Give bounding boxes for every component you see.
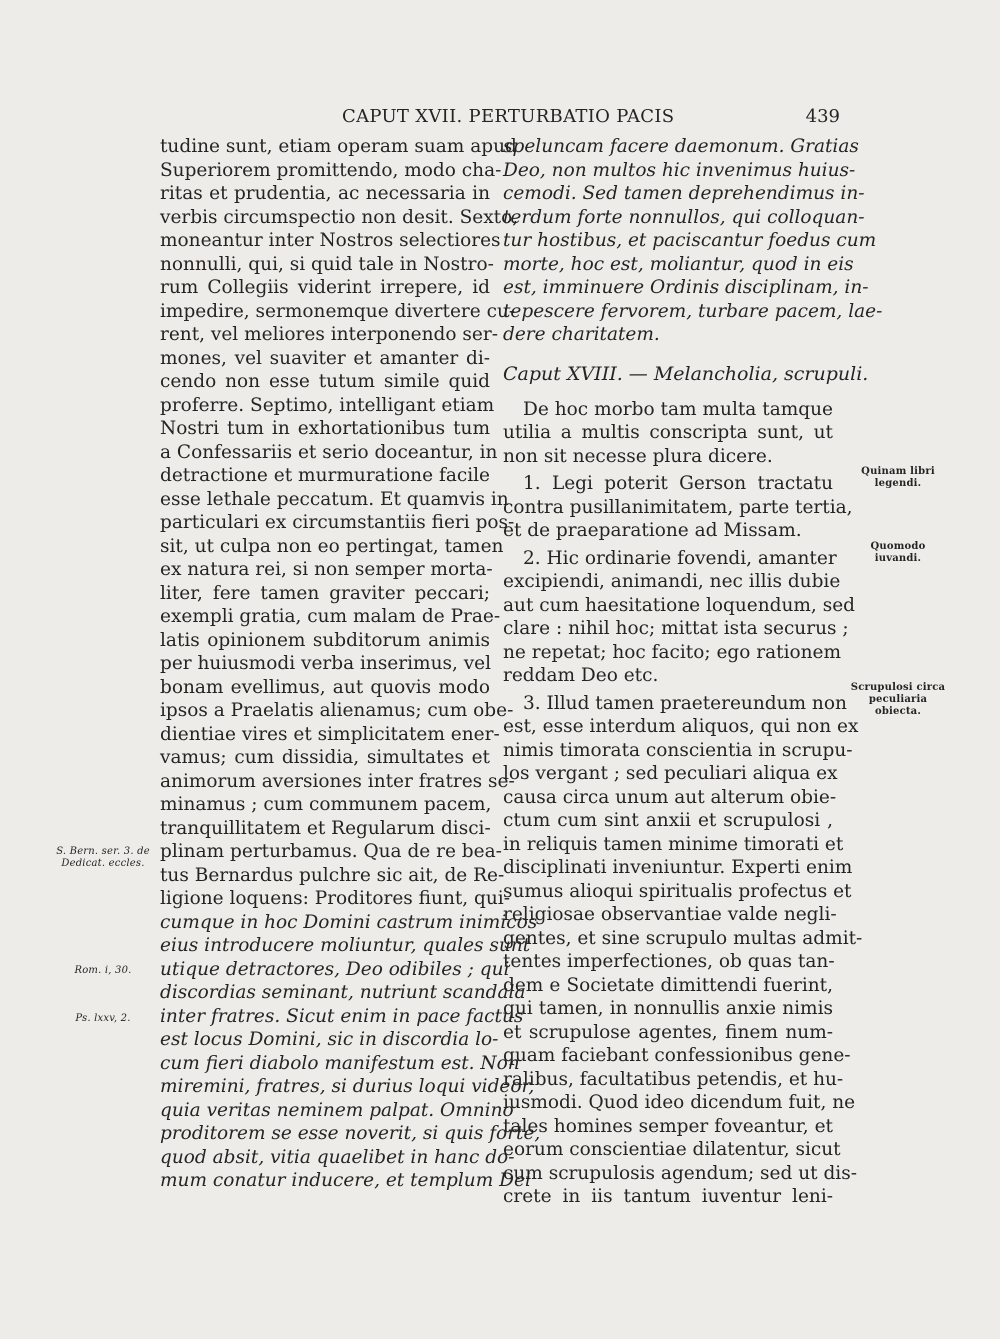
text-line: utique detractores, Deo odibiles ; qui xyxy=(160,958,510,980)
text-line: clare : nihil hoc; mittat ista securus ; xyxy=(503,618,849,639)
text-line: utilia a multis conscripta sunt, ut xyxy=(503,422,833,443)
text-line: dientiae vires et simplicitatem ener- xyxy=(160,723,500,745)
text-line: rum Collegiis viderint irrepere, id xyxy=(160,277,490,298)
text-line: verbis circumspectio non desit. Sexto, xyxy=(160,206,519,228)
text-line: miremini, fratres, si durius loqui videor, xyxy=(160,1076,535,1097)
section-heading: Caput XVIII. — Melancholia, scrupuli. xyxy=(503,362,869,385)
margin-note-iuvandi: Quomodo iuvandi. xyxy=(870,541,926,564)
text-line: morte, hoc est, moliantur, quod in eis xyxy=(503,253,854,275)
text-line: tranquillitatem et Regularum disci- xyxy=(160,817,491,839)
text-line: tudine sunt, etiam operam suam apud xyxy=(160,136,517,157)
text-line: ritas et prudentia, ac necessaria in xyxy=(160,183,490,204)
text-line: minamus ; cum communem pacem, xyxy=(160,794,492,815)
text-line: ralibus, facultatibus petendis, et hu- xyxy=(503,1068,844,1090)
text-line: tur hostibus, et paciscantur foedus cum xyxy=(503,230,877,251)
text-line: liter, fere tamen graviter peccari; xyxy=(160,582,490,604)
text-line: dem e Societate dimittendi fuerint, xyxy=(503,974,833,996)
text-line: sit, ut culpa non eo pertingat, tamen xyxy=(160,535,504,557)
text-line: reddam Deo etc. xyxy=(503,665,659,686)
text-line: cum fieri diabolo manifestum est. Non xyxy=(160,1052,520,1074)
text-line: iusmodi. Quod ideo dicendum fuit, ne xyxy=(503,1092,856,1113)
text-line: 1. Legi poterit Gerson tractatu xyxy=(523,473,833,494)
margin-note-ps: Ps. lxxv, 2. xyxy=(75,1013,131,1024)
margin-note-rom: Rom. i, 30. xyxy=(74,965,132,976)
text-line: religiosae observantiae valde negli- xyxy=(503,904,837,925)
text-line: tepescere fervorem, turbare pacem, lae- xyxy=(503,300,883,322)
text-line: est locus Domini, sic in discordia lo- xyxy=(160,1029,499,1050)
text-line: gentes, et sine scrupulo multas admit- xyxy=(503,927,863,949)
text-line: qui tamen, in nonnullis anxie nimis xyxy=(503,998,833,1019)
text-line: ne repetat; hoc facito; ego rationem xyxy=(503,641,842,663)
margin-note-libri: Quinam libri legendi. xyxy=(861,466,935,489)
text-line: quia veritas neminem palpat. Omnino xyxy=(160,1099,514,1121)
text-line: Nostri tum in exhortationibus tum xyxy=(160,418,490,439)
text-line: bonam evellimus, aut quovis modo xyxy=(160,676,490,698)
text-line: rent, vel meliores interponendo ser- xyxy=(160,324,498,345)
text-line: nimis timorata conscientia in scrupu- xyxy=(503,739,853,761)
text-line: tus Bernardus pulchre sic ait, de Re- xyxy=(160,864,505,886)
text-line: exempli gratia, cum malam de Prae- xyxy=(160,606,501,627)
text-line: discordias seminant, nutriunt scandala xyxy=(160,982,526,1003)
text-line: vamus; cum dissidia, simultates et xyxy=(160,747,490,768)
text-line: ligione loquens: Proditores fiunt, qui- xyxy=(160,888,510,909)
text-line: nonnulli, qui, si quid tale in Nostro- xyxy=(160,253,494,275)
text-line: sumus alioqui spiritualis profectus et xyxy=(503,880,852,902)
text-line: a Confessariis et serio doceantur, in xyxy=(160,441,498,463)
text-line: contra pusillanimitatem, parte tertia, xyxy=(503,496,853,518)
text-line: aut cum haesitatione loquendum, sed xyxy=(503,594,855,616)
text-line: 2. Hic ordinarie fovendi, amanter xyxy=(523,547,837,569)
text-line: De hoc morbo tam multa tamque xyxy=(523,398,833,420)
text-line: et scrupulose agentes, finem num- xyxy=(503,1021,833,1043)
running-title: CAPUT XVII. PERTURBATIO PACIS xyxy=(342,106,675,127)
text-line: causa circa unum aut alterum obie- xyxy=(503,786,837,808)
text-line: excipiendi, animandi, nec illis dubie xyxy=(503,571,841,592)
text-line: animorum aversiones inter fratres se- xyxy=(160,770,515,792)
text-line: proditorem se esse noverit, si quis forte, xyxy=(160,1123,541,1144)
text-line: moneantur inter Nostros selectiores xyxy=(160,230,501,251)
left-text-column xyxy=(160,135,541,1193)
margin-note-scrupulosi: Scrupulosi circa peculiaria obiecta. xyxy=(850,682,946,717)
text-line: terdum forte nonnullos, qui colloquan- xyxy=(503,206,865,228)
text-line: cumque in hoc Domini castrum inimicos xyxy=(160,911,538,933)
text-line: speluncam facere daemonum. Gratias xyxy=(503,136,859,157)
text-line: et de praeparatione ad Missam. xyxy=(503,520,802,541)
text-line: proferre. Septimo, intelligant etiam xyxy=(160,394,495,416)
text-line: est, esse interdum aliquos, qui non ex xyxy=(503,716,859,737)
text-line: mones, vel suaviter et amanter di- xyxy=(160,347,490,369)
text-line: 3. Illud tamen praetereundum non xyxy=(523,692,847,714)
page-number: 439 xyxy=(805,106,840,127)
text-line: disciplinati inveniuntur. Experti enim xyxy=(503,857,853,878)
text-line: in reliquis tamen minime timorati et xyxy=(503,833,844,855)
text-line: tales homines semper foveantur, et xyxy=(503,1115,833,1137)
text-line: ctum cum sint anxii et scrupulosi , xyxy=(503,810,833,831)
text-line: dere charitatem. xyxy=(503,324,660,345)
text-line: est, imminuere Ordinis disciplinam, in- xyxy=(503,277,869,298)
running-header xyxy=(160,106,840,132)
text-line: esse lethale peccatum. Et quamvis in xyxy=(160,488,509,510)
text-line: inter fratres. Sicut enim in pace factus xyxy=(160,1005,524,1027)
text-line: ipsos a Praelatis alienamus; cum obe- xyxy=(160,700,514,721)
text-line: Superiorem promittendo, modo cha- xyxy=(160,159,502,181)
text-line: quam faciebant confessionibus gene- xyxy=(503,1045,851,1066)
text-line: detractione et murmuratione facile xyxy=(160,465,490,486)
text-line: cemodi. Sed tamen deprehendimus in- xyxy=(503,183,865,204)
text-line: mum conatur inducere, et templum Dei xyxy=(160,1170,531,1191)
text-line: cum scrupulosis agendum; sed ut dis- xyxy=(503,1162,857,1184)
margin-note-bern: S. Bern. ser. 3. de Dedicat. eccles. xyxy=(56,846,150,869)
text-line: per huiusmodi verba inserimus, vel xyxy=(160,653,492,674)
text-line: tentes imperfectiones, ob quas tan- xyxy=(503,951,835,972)
text-line: eorum conscientiae dilatentur, sicut xyxy=(503,1139,841,1160)
text-line: plinam perturbamus. Qua de re bea- xyxy=(160,841,502,862)
text-line: los vergant ; sed peculiari aliqua ex xyxy=(503,763,838,784)
text-line: ex natura rei, si non semper morta- xyxy=(160,559,493,580)
text-line: Deo, non multos hic invenimus huius- xyxy=(503,159,856,181)
text-line: particulari ex circumstantiis fieri pos- xyxy=(160,512,515,533)
text-line: eius introducere moliuntur, quales sunt xyxy=(160,935,531,956)
text-line: cendo non esse tutum simile quid xyxy=(160,371,490,392)
text-line: non sit necesse plura dicere. xyxy=(503,445,773,467)
right-text-column xyxy=(503,135,883,1209)
text-line: latis opinionem subditorum animis xyxy=(160,629,490,651)
text-line: quod absit, vitia quaelibet in hanc do- xyxy=(160,1146,515,1168)
text-line: crete in iis tantum iuventur leni- xyxy=(503,1186,833,1207)
text-line: impedire, sermonemque divertere cu- xyxy=(160,300,516,322)
